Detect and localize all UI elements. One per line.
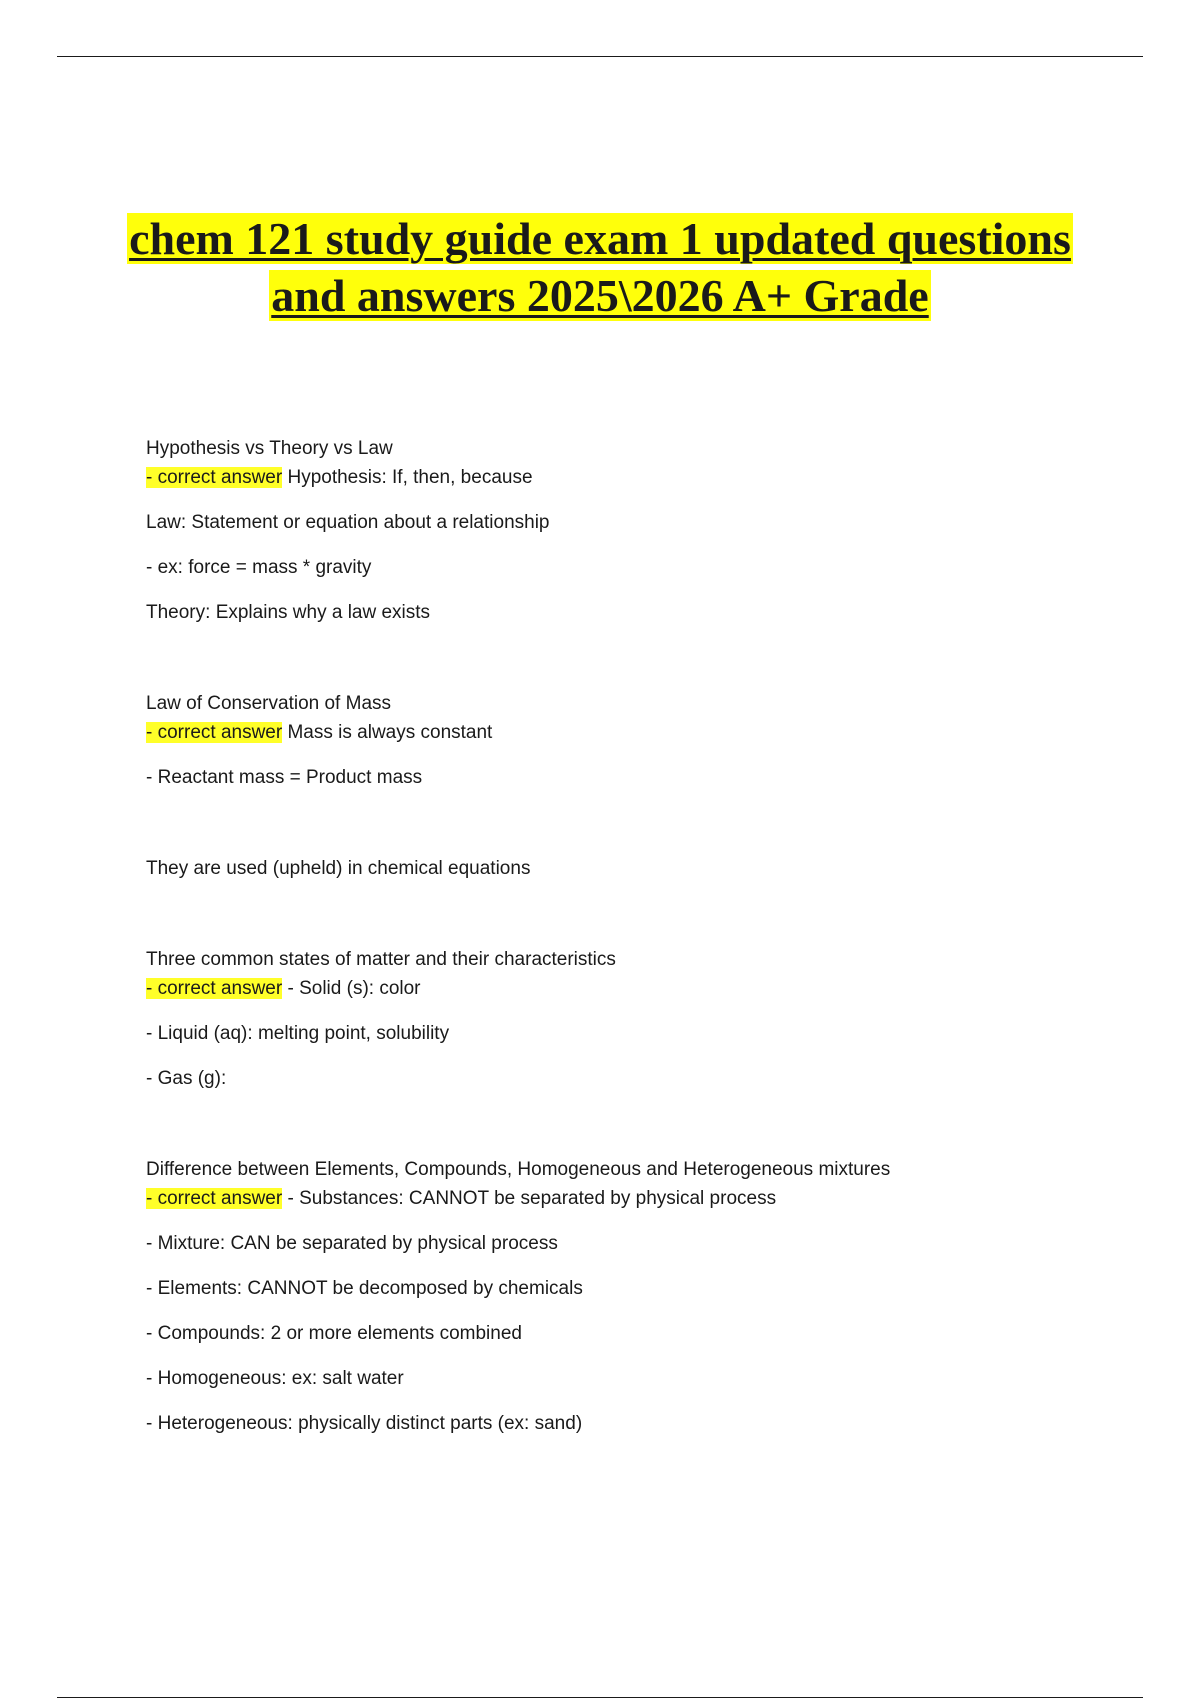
- answer-line: [146, 463, 1146, 492]
- answer-line: [146, 718, 1146, 747]
- correct-answer-marker: - correct answer: [146, 1188, 283, 1209]
- answer-line: - Liquid (aq): melting point, solubility: [146, 1023, 450, 1044]
- answer-line: Theory: Explains why a law exists: [146, 602, 431, 623]
- answer-line: - Heterogeneous: physically distinct parts (ex: sand): [146, 1413, 583, 1434]
- correct-answer-marker: - correct answer: [146, 467, 283, 488]
- header-rule: [57, 56, 1143, 57]
- qa-item-1: [146, 434, 1146, 627]
- answer-line: - Homogeneous: ex: salt water: [146, 1368, 404, 1389]
- question-text: Hypothesis vs Theory vs Law: [146, 438, 393, 459]
- answer-text: - Substances: CANNOT be separated by physical process: [282, 1188, 777, 1209]
- answer-text: Hypothesis: If, then, because: [282, 467, 533, 488]
- title-line-2: and answers 2025\2026 A+ Grade: [271, 270, 929, 321]
- qa-item-2: [146, 689, 1146, 883]
- document-title: [0, 210, 1200, 324]
- question-text: Law of Conservation of Mass: [146, 693, 392, 714]
- answer-line: - Mixture: CAN be separated by physical process: [146, 1233, 558, 1254]
- title-line-1: chem 121 study guide exam 1 updated questions: [129, 213, 1071, 264]
- correct-answer-marker: - correct answer: [146, 722, 283, 743]
- answer-text: - Solid (s): color: [282, 978, 421, 999]
- answer-line: [146, 1184, 1146, 1213]
- answer-text: Mass is always constant: [282, 722, 493, 743]
- qa-item-4: [146, 1155, 1146, 1438]
- answer-line: - ex: force = mass * gravity: [146, 557, 372, 578]
- qa-content: [146, 434, 1146, 1500]
- answer-line: Law: Statement or equation about a relationship: [146, 512, 550, 533]
- question-text: Difference between Elements, Compounds, Homogeneous and Heterogeneous mixtures: [146, 1159, 891, 1180]
- footer-rule: [57, 1697, 1143, 1698]
- question-text: Three common states of matter and their characteristics: [146, 949, 616, 970]
- answer-line: - Reactant mass = Product mass: [146, 767, 423, 788]
- answer-line: [146, 974, 1146, 1003]
- correct-answer-marker: - correct answer: [146, 978, 283, 999]
- answer-line: They are used (upheld) in chemical equations: [146, 858, 531, 879]
- qa-item-3: [146, 945, 1146, 1093]
- answer-line: - Elements: CANNOT be decomposed by chemicals: [146, 1278, 583, 1299]
- answer-line: - Compounds: 2 or more elements combined: [146, 1323, 522, 1344]
- answer-line: - Gas (g):: [146, 1068, 227, 1089]
